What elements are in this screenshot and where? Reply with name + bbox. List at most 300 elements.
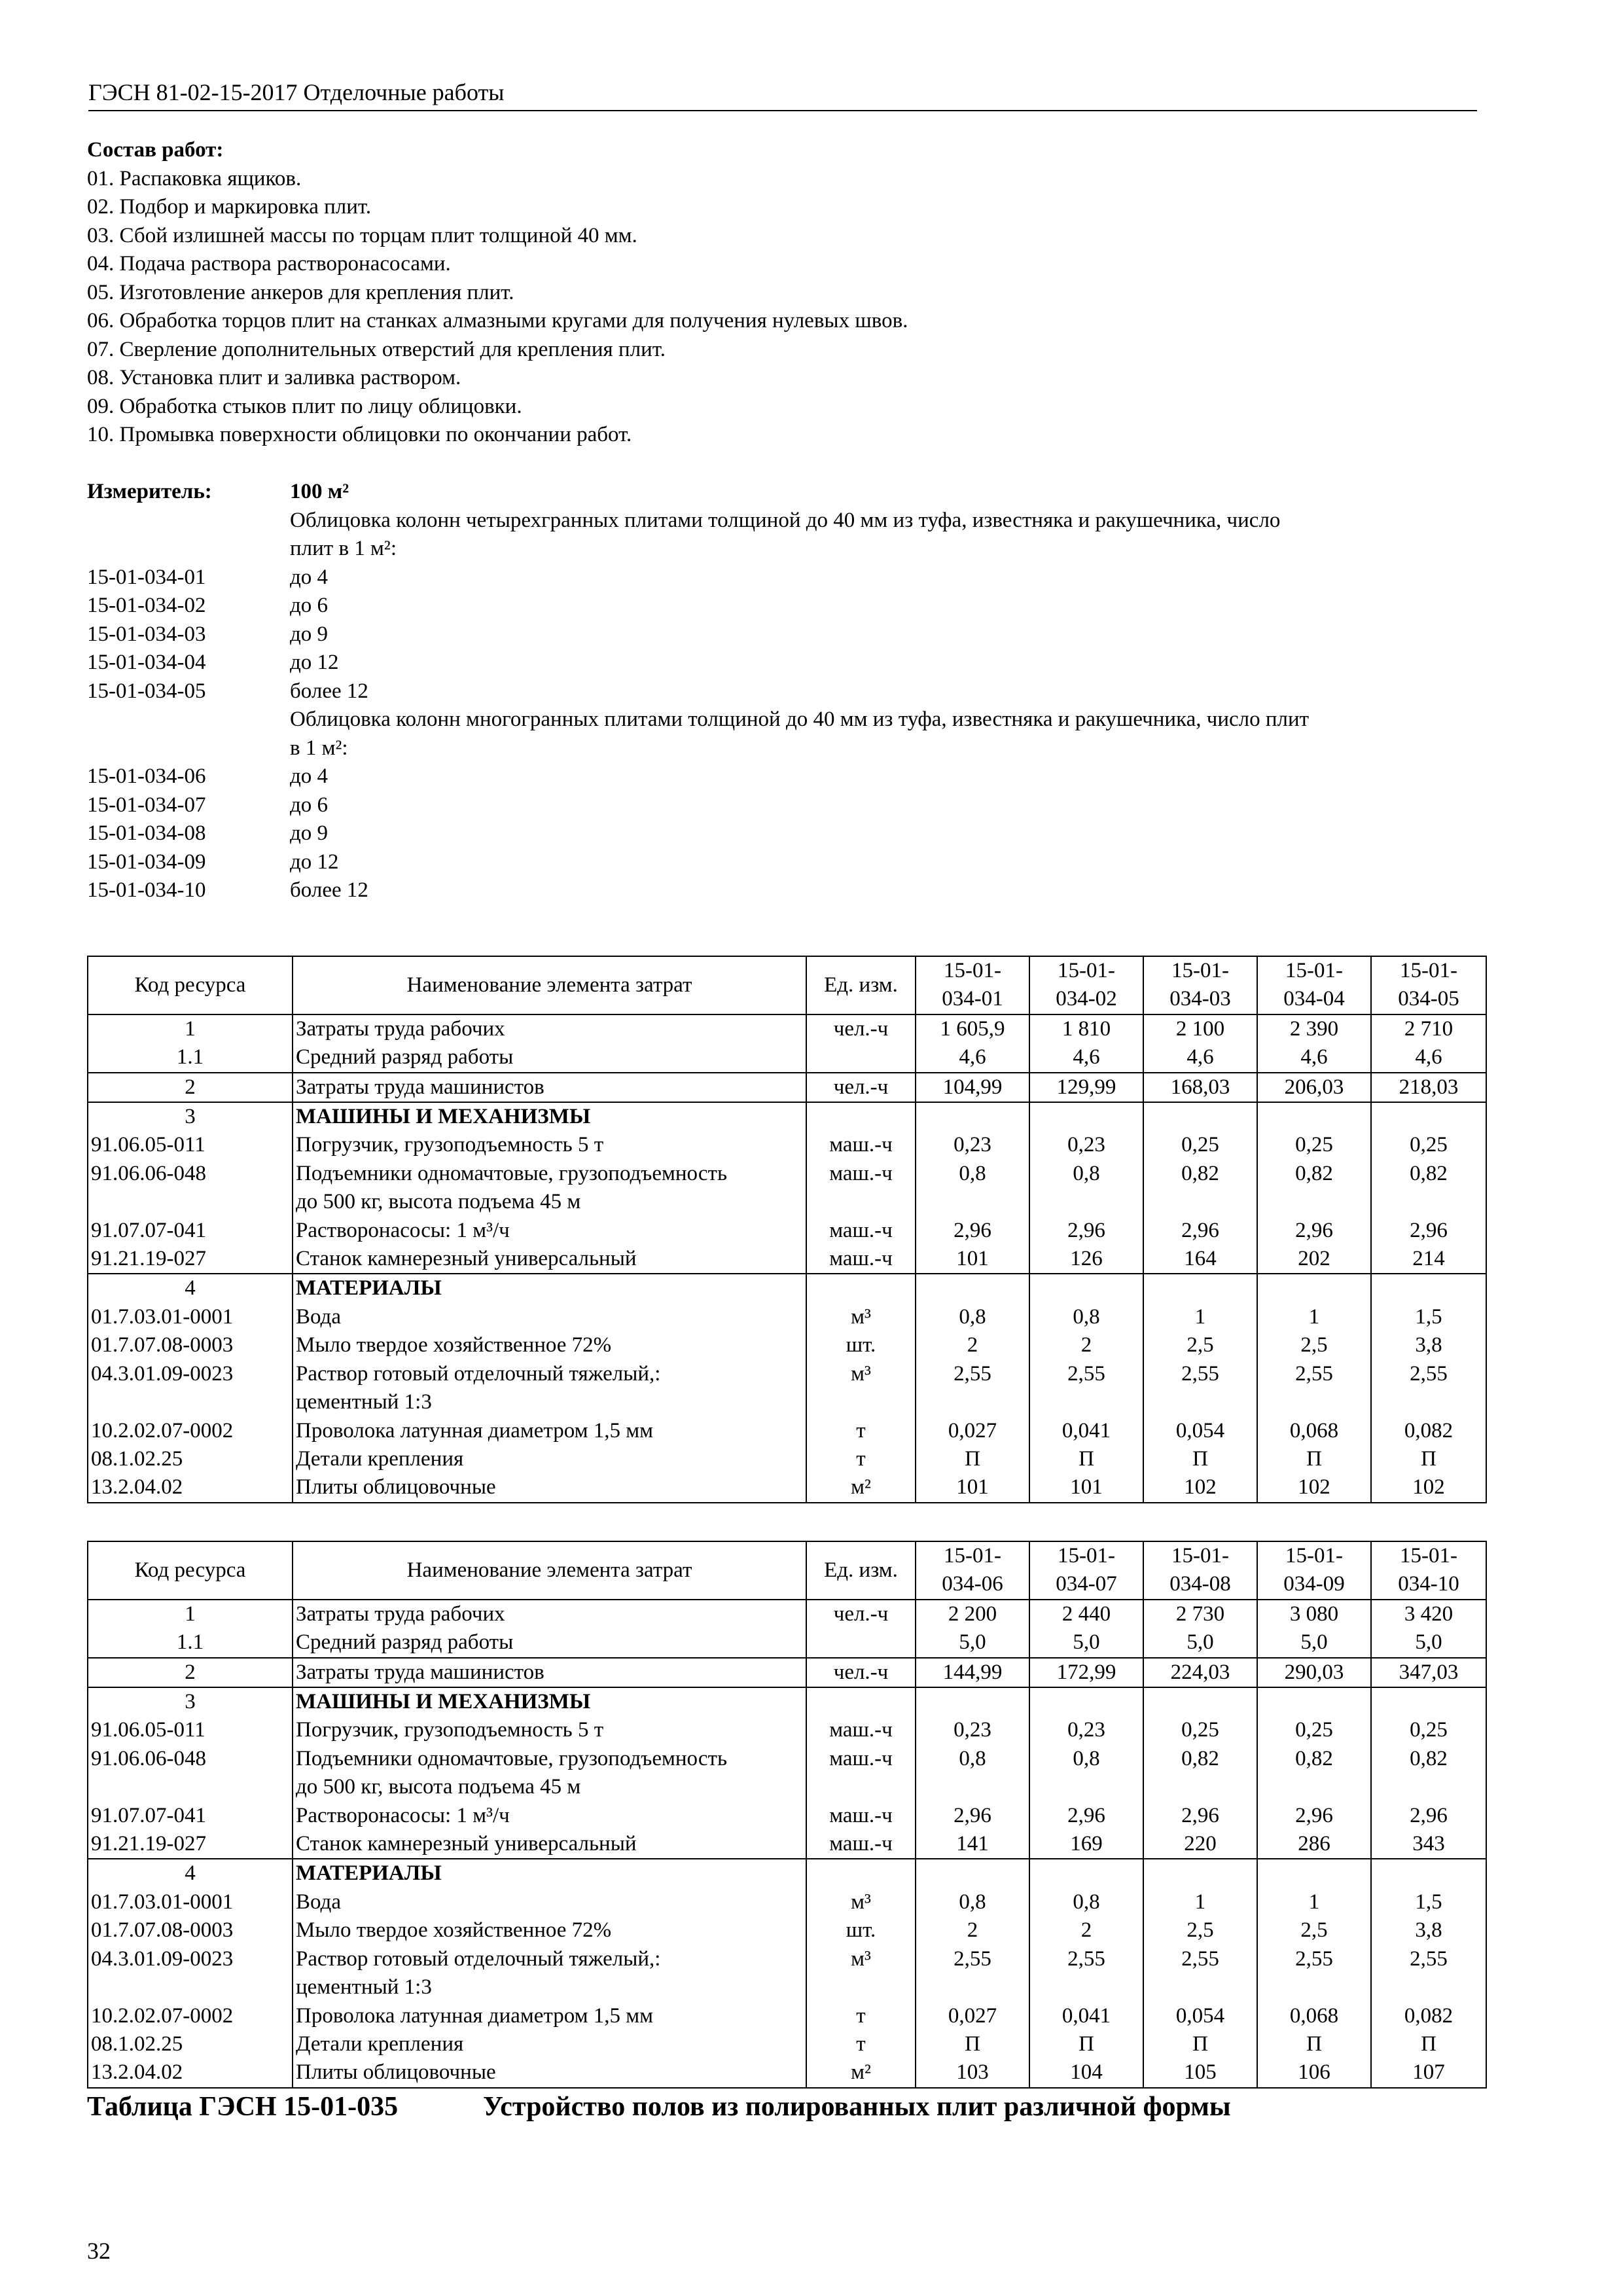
cell-value: 286 [1257, 1830, 1371, 1859]
cell-unit: маш.-ч [806, 1245, 916, 1274]
cell-value: 106 [1257, 2058, 1371, 2087]
cell-value [1371, 1773, 1486, 1801]
table-row [88, 1859, 1486, 1888]
cell-value [1029, 1102, 1143, 1131]
cell-name: Погрузчик, грузоподъемность 5 т [293, 1131, 806, 1159]
cell-value: 141 [916, 1830, 1029, 1859]
header-col [1257, 956, 1371, 1014]
cell-value: 1 810 [1029, 1014, 1143, 1043]
cell-unit: маш.-ч [806, 1131, 916, 1159]
cell-value: 4,6 [1371, 1043, 1486, 1072]
cell-value: 2,96 [1257, 1217, 1371, 1245]
next-table-title [87, 2091, 1231, 2123]
meter-text: до 6 [290, 793, 329, 817]
composition-item: 06. Обработка торцов плит на станках алмазными кругами для получения нулевых швов. [87, 309, 908, 332]
cell-code: 04.3.01.09-0023 [88, 1945, 293, 1973]
cell-unit: шт. [806, 1916, 916, 1945]
cell-value: 1 [1257, 1888, 1371, 1916]
header-name: Наименование элемента затрат [293, 1541, 806, 1600]
cell-value: 0,23 [916, 1716, 1029, 1744]
cell-value: 0,8 [1029, 1745, 1143, 1773]
cell-value: 347,03 [1371, 1658, 1486, 1687]
meter-text: Облицовка колонн четырехгранных плитами толщиной до 40 мм из туфа, известняка и ракушечника, число [290, 508, 1281, 532]
meter-label: Измеритель: [87, 480, 212, 503]
cell-value: 0,25 [1371, 1716, 1486, 1744]
cell-unit [806, 1274, 916, 1302]
cell-code: 1.1 [88, 1628, 293, 1657]
cell-code: 01.7.07.08-0003 [88, 1916, 293, 1945]
cell-value: 214 [1371, 1245, 1486, 1274]
cell-unit [806, 1188, 916, 1216]
meter-text: до 6 [290, 594, 329, 617]
cell-value: 0,23 [916, 1131, 1029, 1159]
cell-value: П [916, 2030, 1029, 2058]
cell-value [1257, 1859, 1371, 1888]
cell-code: 3 [88, 1102, 293, 1131]
table-row [88, 1773, 1486, 1801]
cell-value: 2 710 [1371, 1014, 1486, 1043]
cell-name: Средний разряд работы [293, 1628, 806, 1657]
cell-value: 0,054 [1143, 2002, 1257, 2030]
cell-value: 0,82 [1371, 1745, 1486, 1773]
cell-value: 2,55 [1143, 1945, 1257, 1973]
cell-value: 169 [1029, 1830, 1143, 1859]
cell-value: 2,55 [1143, 1360, 1257, 1388]
cell-value: 0,25 [1257, 1131, 1371, 1159]
cell-value: 2,96 [1371, 1802, 1486, 1830]
cell-value: 0,041 [1029, 1417, 1143, 1445]
cell-value: 101 [1029, 1473, 1143, 1502]
cell-name: Плиты облицовочные [293, 1473, 806, 1502]
cell-value: 129,99 [1029, 1073, 1143, 1102]
table-row [88, 1331, 1486, 1359]
table-row [88, 2002, 1486, 2030]
cell-value: 0,082 [1371, 1417, 1486, 1445]
meter-code [87, 535, 290, 564]
cell-value [1257, 1687, 1371, 1716]
cell-value: 2,96 [1143, 1802, 1257, 1830]
meter-row [87, 620, 1481, 649]
header-col [1257, 1541, 1371, 1600]
cell-value: 0,25 [1257, 1716, 1371, 1744]
cell-value [1257, 1388, 1371, 1416]
cell-code: 1.1 [88, 1043, 293, 1072]
cell-code: 3 [88, 1687, 293, 1716]
cell-value: 1 605,9 [916, 1014, 1029, 1043]
cell-code: 91.06.06-048 [88, 1745, 293, 1773]
cell-value: 5,0 [916, 1628, 1029, 1657]
cell-value: 101 [916, 1245, 1029, 1274]
cell-value [1257, 1102, 1371, 1131]
cell-code: 08.1.02.25 [88, 1445, 293, 1473]
next-table-name: Устройство полов из полированных плит различной формы [483, 2092, 1231, 2122]
meter-code: 15-01-034-10 [87, 878, 206, 902]
cell-value: 3,8 [1371, 1916, 1486, 1945]
cell-value [916, 1274, 1029, 1302]
cell-name: Вода [293, 1303, 806, 1331]
header-col-line: 15-01- [1400, 959, 1457, 982]
cell-unit [806, 1043, 916, 1072]
cell-value [1143, 1859, 1257, 1888]
cell-code: 10.2.02.07-0002 [88, 1417, 293, 1445]
cell-value: 218,03 [1371, 1073, 1486, 1102]
header-col-line: 034-10 [1398, 1572, 1459, 1596]
meter-row [87, 819, 1481, 848]
cell-name: цементный 1:3 [293, 1388, 806, 1416]
cell-value: 2,55 [1257, 1945, 1371, 1973]
table-row [88, 1102, 1486, 1131]
cell-unit: маш.-ч [806, 1830, 916, 1859]
cell-name: Вода [293, 1888, 806, 1916]
cell-unit [806, 1388, 916, 1416]
cell-code: 91.06.06-048 [88, 1160, 293, 1188]
cell-unit: м³ [806, 1360, 916, 1388]
table-row [88, 1802, 1486, 1830]
cell-value: 2,96 [1257, 1802, 1371, 1830]
cell-name: Подъемники одномачтовые, грузоподъемность [293, 1745, 806, 1773]
cell-value: 144,99 [916, 1658, 1029, 1687]
cell-value: 2 [916, 1916, 1029, 1945]
cell-name: МАШИНЫ И МЕХАНИЗМЫ [293, 1687, 806, 1716]
meter-code: 15-01-034-06 [87, 764, 206, 788]
cell-value: 2 100 [1143, 1014, 1257, 1043]
cell-value [1143, 1388, 1257, 1416]
table-row [88, 1745, 1486, 1773]
cell-value [1371, 1102, 1486, 1131]
header-unit: Ед. изм. [806, 1541, 916, 1600]
header-col-line: 15-01- [1285, 1544, 1343, 1568]
header-col-line: 034-03 [1169, 987, 1231, 1011]
cell-name: Детали крепления [293, 1445, 806, 1473]
cell-code: 08.1.02.25 [88, 2030, 293, 2058]
cell-value: 2,55 [916, 1360, 1029, 1388]
header-col-line: 15-01- [944, 1544, 1001, 1568]
cell-unit: м² [806, 2058, 916, 2087]
cell-name: Плиты облицовочные [293, 2058, 806, 2087]
cell-value: 2,55 [1029, 1945, 1143, 1973]
table-row [88, 1131, 1486, 1159]
cell-value: П [1029, 2030, 1143, 2058]
cell-value: 102 [1257, 1473, 1371, 1502]
cell-value: 2,96 [1371, 1217, 1486, 1245]
meter-row [87, 592, 1481, 620]
cell-value: П [1257, 2030, 1371, 2058]
header-col-line: 034-08 [1169, 1572, 1231, 1596]
cell-code [88, 1973, 293, 2001]
cell-value: 103 [916, 2058, 1029, 2087]
cell-code: 01.7.03.01-0001 [88, 1303, 293, 1331]
cell-value: 224,03 [1143, 1658, 1257, 1687]
meter-row [87, 791, 1481, 820]
cell-unit: м³ [806, 1303, 916, 1331]
cell-value: 0,054 [1143, 1417, 1257, 1445]
cell-value: 2,96 [916, 1802, 1029, 1830]
cell-name: до 500 кг, высота подъема 45 м [293, 1773, 806, 1801]
meter-text: до 9 [290, 622, 329, 646]
cell-value: 1,5 [1371, 1888, 1486, 1916]
header-col [916, 1541, 1029, 1600]
page-number: 32 [87, 2238, 111, 2264]
table-row [88, 1916, 1486, 1945]
header-col-line: 15-01- [1058, 1544, 1115, 1568]
cell-value: 105 [1143, 2058, 1257, 2087]
cell-value: 168,03 [1143, 1073, 1257, 1102]
cell-value: 4,6 [916, 1043, 1029, 1072]
work-composition [87, 136, 1481, 450]
cell-unit [806, 1102, 916, 1131]
cell-value: 0,82 [1371, 1160, 1486, 1188]
cell-value: П [1029, 1445, 1143, 1473]
composition-item: 02. Подбор и маркировка плит. [87, 195, 372, 219]
header-col-line: 034-05 [1398, 987, 1459, 1011]
cell-unit [806, 1628, 916, 1657]
cell-value: 2 200 [916, 1600, 1029, 1628]
cell-value: 5,0 [1371, 1628, 1486, 1657]
cell-value: 2,96 [916, 1217, 1029, 1245]
meter-row [87, 677, 1481, 706]
cell-value: 3 080 [1257, 1600, 1371, 1628]
cell-unit: т [806, 1445, 916, 1473]
meter-row [87, 734, 1481, 763]
cell-value [1029, 1274, 1143, 1302]
header-col-line: 034-02 [1056, 987, 1117, 1011]
cell-value: П [1143, 1445, 1257, 1473]
cell-value: П [1143, 2030, 1257, 2058]
header-code: Код ресурса [88, 956, 293, 1014]
cell-code [88, 1388, 293, 1416]
composition-item: 03. Сбой излишней массы по торцам плит толщиной 40 мм. [87, 223, 637, 247]
cell-value [916, 1102, 1029, 1131]
cell-value: П [1257, 1445, 1371, 1473]
cell-unit: маш.-ч [806, 1745, 916, 1773]
cell-value: 1,5 [1371, 1303, 1486, 1331]
cell-value [1371, 1687, 1486, 1716]
cell-value [1371, 1973, 1486, 2001]
meter-value: 100 м² [290, 480, 349, 503]
cell-value [916, 1773, 1029, 1801]
composition-list [87, 165, 1481, 450]
meter-text: Облицовка колонн многогранных плитами толщиной до 40 мм из туфа, известняка и ракушечника, число плит [290, 708, 1310, 731]
meter-code [87, 734, 290, 763]
table-row [88, 1945, 1486, 1973]
header-unit: Ед. изм. [806, 956, 916, 1014]
meter-row [87, 848, 1481, 877]
table-row [88, 1388, 1486, 1416]
meter-text: до 9 [290, 821, 329, 845]
cell-value [1143, 1102, 1257, 1131]
cell-value: 5,0 [1029, 1628, 1143, 1657]
cell-value [916, 1973, 1029, 2001]
cell-unit: маш.-ч [806, 1217, 916, 1245]
composition-heading: Состав работ: [87, 138, 224, 162]
cell-name: до 500 кг, высота подъема 45 м [293, 1188, 806, 1216]
cell-value [1029, 1388, 1143, 1416]
cell-value: 0,25 [1143, 1131, 1257, 1159]
cell-name: Проволока латунная диаметром 1,5 мм [293, 1417, 806, 1445]
meter-text: до 4 [290, 565, 329, 589]
header-code: Код ресурса [88, 1541, 293, 1600]
table-row [88, 1716, 1486, 1744]
cell-value: 2,5 [1257, 1916, 1371, 1945]
cell-unit: м² [806, 1473, 916, 1502]
cell-value: 2,55 [1257, 1360, 1371, 1388]
cell-value: 0,8 [916, 1888, 1029, 1916]
cell-value [1371, 1188, 1486, 1216]
cell-unit: маш.-ч [806, 1716, 916, 1744]
cell-unit [806, 1973, 916, 2001]
cell-value: 220 [1143, 1830, 1257, 1859]
cell-value [1257, 1274, 1371, 1302]
cell-value: 0,82 [1257, 1745, 1371, 1773]
meter-row [87, 564, 1481, 592]
cell-code: 91.06.05-011 [88, 1716, 293, 1744]
cell-value: 126 [1029, 1245, 1143, 1274]
cell-unit: чел.-ч [806, 1658, 916, 1687]
table-row [88, 1445, 1486, 1473]
cell-value: 2,96 [1029, 1802, 1143, 1830]
cell-value: 102 [1371, 1473, 1486, 1502]
cell-name: Подъемники одномачтовые, грузоподъемность [293, 1160, 806, 1188]
meter-section [87, 478, 1481, 905]
cell-value: 0,8 [1029, 1888, 1143, 1916]
cell-name: Затраты труда рабочих [293, 1600, 806, 1628]
cell-value [1029, 1973, 1143, 2001]
meter-row [87, 478, 1481, 507]
cell-value: 343 [1371, 1830, 1486, 1859]
cell-code: 2 [88, 1658, 293, 1687]
cell-code: 1 [88, 1600, 293, 1628]
cell-value: 164 [1143, 1245, 1257, 1274]
cell-value: 2 730 [1143, 1600, 1257, 1628]
table-row [88, 1188, 1486, 1216]
cell-value: 2,96 [1143, 1217, 1257, 1245]
table-row [88, 1473, 1486, 1502]
cell-value: 2 390 [1257, 1014, 1371, 1043]
header-col [1371, 956, 1486, 1014]
table-row [88, 1830, 1486, 1859]
meter-text: плит в 1 м²: [290, 537, 397, 560]
cell-unit: чел.-ч [806, 1014, 916, 1043]
table-row [88, 1014, 1486, 1043]
next-table-label: Таблица ГЭСН 15-01-035 [87, 2092, 399, 2122]
composition-item: 09. Обработка стыков плит по лицу облицовки. [87, 394, 522, 418]
meter-row [87, 706, 1481, 734]
cell-unit: м³ [806, 1888, 916, 1916]
cell-value [1029, 1859, 1143, 1888]
cell-name: Затраты труда машинистов [293, 1658, 806, 1687]
cell-value [1257, 1973, 1371, 2001]
cell-code: 91.07.07-041 [88, 1802, 293, 1830]
cell-value: 2,55 [1371, 1360, 1486, 1388]
cell-unit: чел.-ч [806, 1600, 916, 1628]
table-row [88, 2058, 1486, 2087]
meter-code: 15-01-034-03 [87, 622, 206, 646]
composition-item: 08. Установка плит и заливка раствором. [87, 366, 461, 389]
table-row [88, 2030, 1486, 2058]
cell-name: Станок камнерезный универсальный [293, 1245, 806, 1274]
cell-unit: чел.-ч [806, 1073, 916, 1102]
cell-value: 2 [916, 1331, 1029, 1359]
composition-item: 10. Промывка поверхности облицовки по окончании работ. [87, 423, 632, 446]
cell-value: 3,8 [1371, 1331, 1486, 1359]
cell-value [916, 1859, 1029, 1888]
table-header-row [88, 1541, 1486, 1600]
cell-name: Мыло твердое хозяйственное 72% [293, 1331, 806, 1359]
header-col-line: 034-06 [942, 1572, 1003, 1596]
cell-value [1143, 1274, 1257, 1302]
cell-value: 2,96 [1029, 1217, 1143, 1245]
cell-value: 0,23 [1029, 1716, 1143, 1744]
cell-value [1371, 1859, 1486, 1888]
table-row [88, 1160, 1486, 1188]
cell-value: 0,027 [916, 1417, 1029, 1445]
meter-row [87, 535, 1481, 564]
cell-value: 0,8 [1029, 1303, 1143, 1331]
resource-table-1 [87, 956, 1487, 1503]
cell-value [1143, 1773, 1257, 1801]
meter-code [87, 706, 290, 734]
table-row [88, 1973, 1486, 2001]
cell-name: Растворонасосы: 1 м³/ч [293, 1802, 806, 1830]
cell-value [1029, 1687, 1143, 1716]
cell-unit: м³ [806, 1945, 916, 1973]
cell-value: 2 [1029, 1331, 1143, 1359]
cell-name: МАТЕРИАЛЫ [293, 1274, 806, 1302]
cell-value: 0,8 [916, 1303, 1029, 1331]
cell-value [916, 1687, 1029, 1716]
cell-value: 0,068 [1257, 1417, 1371, 1445]
header-col-line: 15-01- [1058, 959, 1115, 982]
cell-name: Затраты труда машинистов [293, 1073, 806, 1102]
cell-code: 13.2.04.02 [88, 2058, 293, 2087]
meter-text: до 12 [290, 850, 339, 874]
meter-list [87, 507, 1481, 905]
header-col [916, 956, 1029, 1014]
cell-value: 0,82 [1143, 1745, 1257, 1773]
table-row [88, 1303, 1486, 1331]
header-col-line: 15-01- [1400, 1544, 1457, 1568]
cell-code: 91.21.19-027 [88, 1830, 293, 1859]
header-col-line: 034-01 [942, 987, 1003, 1011]
cell-value: 104 [1029, 2058, 1143, 2087]
meter-row [87, 507, 1481, 535]
cell-value [1143, 1973, 1257, 2001]
cell-name: цементный 1:3 [293, 1973, 806, 2001]
cell-name: Средний разряд работы [293, 1043, 806, 1072]
cell-value: П [916, 1445, 1029, 1473]
cell-value: 4,6 [1143, 1043, 1257, 1072]
meter-code: 15-01-034-02 [87, 594, 206, 617]
cell-unit: т [806, 2030, 916, 2058]
table-row [88, 1073, 1486, 1102]
header-col-line: 15-01- [944, 959, 1001, 982]
header-col-line: 034-04 [1283, 987, 1345, 1011]
header-col [1371, 1541, 1486, 1600]
cell-value: 0,082 [1371, 2002, 1486, 2030]
header-col [1029, 1541, 1143, 1600]
cell-name: Раствор готовый отделочный тяжелый,: [293, 1360, 806, 1388]
cell-value: 0,25 [1371, 1131, 1486, 1159]
meter-code: 15-01-034-05 [87, 679, 206, 703]
cell-name: Раствор готовый отделочный тяжелый,: [293, 1945, 806, 1973]
cell-value: П [1371, 1445, 1486, 1473]
resource-table-2 [87, 1541, 1487, 2089]
cell-value [1143, 1188, 1257, 1216]
cell-value: 2 440 [1029, 1600, 1143, 1628]
cell-value: 4,6 [1257, 1043, 1371, 1072]
meter-code: 15-01-034-04 [87, 651, 206, 674]
running-header: ГЭСН 81-02-15-2017 Отделочные работы [88, 77, 1477, 111]
